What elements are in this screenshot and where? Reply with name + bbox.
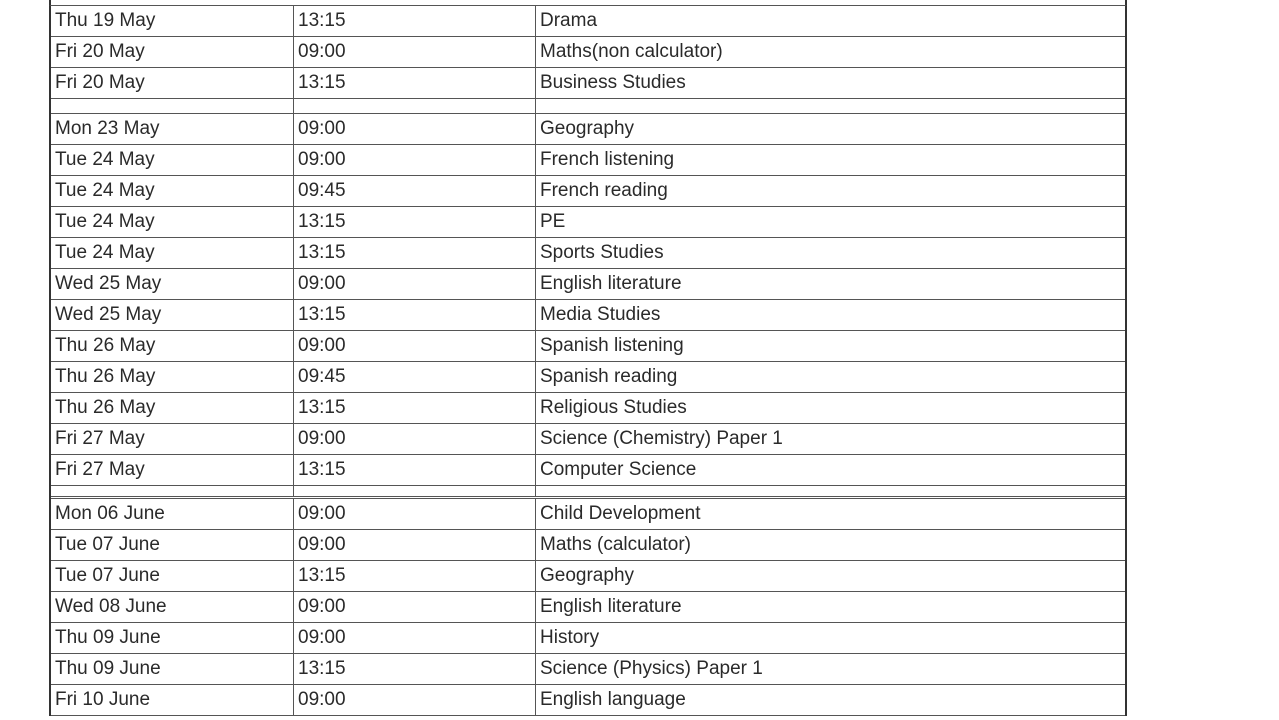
exam-subject-cell: Science (Chemistry) Paper 1: [540, 428, 783, 449]
exam-date-cell: Mon 06 June: [51, 499, 294, 529]
exam-date-cell: Thu 09 June: [51, 623, 294, 653]
exam-time-cell: 09:00: [294, 114, 536, 144]
spacer-row: [51, 486, 1125, 499]
spacer-row: [51, 99, 1125, 114]
exam-subject-cell: French reading: [540, 180, 668, 201]
spacer-cell: [536, 486, 1125, 496]
table-row: [51, 207, 1125, 238]
table-row: [51, 37, 1125, 68]
table-row: [51, 114, 1125, 145]
table-row: [51, 424, 1125, 455]
exam-subject-cell: Geography: [540, 118, 635, 139]
exam-date-cell: Thu 26 May: [51, 331, 294, 361]
exam-date-cell: Tue 07 June: [51, 561, 294, 591]
table-row: [51, 145, 1125, 176]
exam-date-cell: Thu 09 June: [51, 654, 294, 684]
exam-time-cell: 09:00: [294, 499, 536, 529]
exam-date-cell: Fri 27 May: [51, 455, 294, 485]
table-row: [51, 393, 1125, 424]
exam-time-cell: 13:15: [294, 238, 536, 268]
table-row: [51, 654, 1125, 685]
exam-date-cell: Tue 24 May: [51, 145, 294, 175]
exam-subject-cell: PE: [540, 211, 566, 232]
exam-subject-cell: Science (Physics) Paper 1: [540, 658, 763, 679]
table-row: [51, 623, 1125, 654]
exam-time-cell: 09:00: [294, 685, 536, 715]
exam-date-cell: Fri 20 May: [51, 37, 294, 67]
table-row: [51, 300, 1125, 331]
exam-time-cell: 09:00: [294, 331, 536, 361]
exam-subject-cell: Maths(non calculator): [540, 41, 723, 62]
table-row: [51, 530, 1125, 561]
exam-subject-cell: Media Studies: [540, 304, 661, 325]
spacer-cell: [536, 99, 1125, 113]
table-row: [51, 331, 1125, 362]
exam-date-cell: Fri 27 May: [51, 424, 294, 454]
spacer-cell: [51, 486, 294, 496]
exam-date-cell: Wed 25 May: [51, 269, 294, 299]
exam-time-cell: 09:00: [294, 37, 536, 67]
table-row: [51, 238, 1125, 269]
exam-date-cell: Thu 26 May: [51, 362, 294, 392]
table-row: [51, 592, 1125, 623]
exam-date-cell: Tue 24 May: [51, 176, 294, 206]
exam-subject-cell: Child Development: [540, 503, 701, 524]
exam-subject-cell: Drama: [540, 10, 598, 31]
table-row: [51, 6, 1125, 37]
exam-subject-cell: Business Studies: [540, 72, 686, 93]
exam-subject-cell: French listening: [540, 149, 675, 170]
exam-subject-cell: Computer Science: [540, 459, 697, 480]
table-row: [51, 685, 1125, 716]
exam-time-cell: 09:00: [294, 530, 536, 560]
exam-subject-cell: English literature: [540, 273, 682, 294]
spacer-cell: [294, 486, 536, 496]
table-row: [51, 499, 1125, 530]
exam-time-cell: 09:45: [294, 362, 536, 392]
exam-time-cell: 09:45: [294, 176, 536, 206]
exam-date-cell: Tue 24 May: [51, 207, 294, 237]
table-row: [51, 455, 1125, 486]
exam-subject-cell: Religious Studies: [540, 397, 687, 418]
exam-time-cell: 13:15: [294, 300, 536, 330]
exam-date-cell: Thu 19 May: [51, 6, 294, 36]
exam-time-cell: 09:00: [294, 145, 536, 175]
spacer-cell: [51, 99, 294, 113]
exam-date-cell: Tue 07 June: [51, 530, 294, 560]
table-row: [51, 561, 1125, 592]
table-row: [51, 362, 1125, 393]
exam-subject-cell: English language: [540, 689, 686, 710]
exam-subject-cell: Spanish listening: [540, 335, 684, 356]
spacer-cell: [294, 99, 536, 113]
exam-time-cell: 13:15: [294, 207, 536, 237]
exam-date-cell: Fri 10 June: [51, 685, 294, 715]
table-row: [51, 176, 1125, 207]
exam-time-cell: 13:15: [294, 6, 536, 36]
exam-time-cell: 13:15: [294, 68, 536, 98]
exam-subject-cell: Sports Studies: [540, 242, 664, 263]
exam-date-cell: Wed 25 May: [51, 300, 294, 330]
exam-time-cell: 13:15: [294, 393, 536, 423]
exam-timetable: [49, 6, 1127, 716]
exam-subject-cell: Spanish reading: [540, 366, 678, 387]
exam-date-cell: Wed 08 June: [51, 592, 294, 622]
exam-subject-cell: History: [540, 627, 600, 648]
exam-date-cell: Fri 20 May: [51, 68, 294, 98]
table-row: [51, 68, 1125, 99]
exam-date-cell: Tue 24 May: [51, 238, 294, 268]
exam-subject-cell: English literature: [540, 596, 682, 617]
exam-time-cell: 13:15: [294, 561, 536, 591]
table-row: [51, 269, 1125, 300]
exam-time-cell: 13:15: [294, 455, 536, 485]
exam-time-cell: 09:00: [294, 623, 536, 653]
exam-subject-cell: Geography: [540, 565, 635, 586]
exam-time-cell: 09:00: [294, 424, 536, 454]
exam-date-cell: Thu 26 May: [51, 393, 294, 423]
exam-subject-cell: Maths (calculator): [540, 534, 691, 555]
exam-time-cell: 09:00: [294, 269, 536, 299]
exam-time-cell: 09:00: [294, 592, 536, 622]
exam-time-cell: 13:15: [294, 654, 536, 684]
exam-date-cell: Mon 23 May: [51, 114, 294, 144]
